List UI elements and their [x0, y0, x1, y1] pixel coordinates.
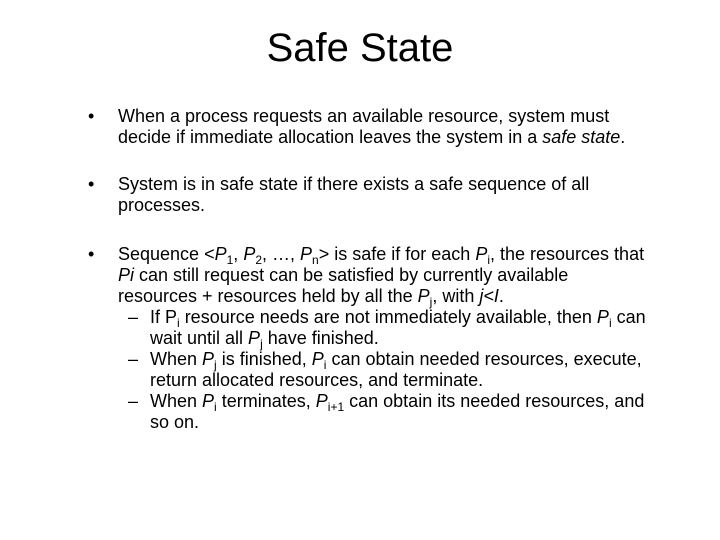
- bullet-text: System is in safe state if there exists a safe sequence of all processes.: [118, 174, 590, 215]
- sub-text: When: [150, 349, 203, 369]
- sub-bullet-dash: –: [128, 391, 139, 411]
- bullet-text: .: [498, 286, 504, 306]
- bullet-text: ,: [233, 244, 244, 264]
- index-condition: j<I: [479, 286, 499, 306]
- subscript: j: [214, 358, 217, 372]
- sub-text: can obtain needed resources, execute, return allocated resources, and terminate.: [150, 349, 642, 390]
- bullet-text: can still request can be satisfied by currently available resources + resources held by all the: [118, 265, 569, 306]
- bullet-text: .: [620, 127, 626, 147]
- slide-body: [88, 106, 648, 433]
- bullet-dot: •: [88, 174, 95, 194]
- sub-bullet-wait: [118, 307, 648, 349]
- sub-bullet-terminate: [118, 391, 648, 433]
- process-symbol: P: [475, 244, 488, 264]
- subscript: j: [260, 337, 263, 351]
- subscript: i: [214, 400, 217, 414]
- process-symbol: Pi: [118, 265, 135, 285]
- sub-text: can obtain its needed resources, and so on.: [150, 391, 645, 432]
- subscript: j: [429, 295, 433, 309]
- sub-text: When: [150, 391, 203, 411]
- bullet-text: Sequence <: [118, 244, 215, 264]
- sub-text: resource needs are not immediately available, then: [179, 307, 597, 327]
- process-symbol: P: [248, 328, 261, 348]
- process-symbol: P: [243, 244, 256, 264]
- bullet-dot: •: [88, 106, 95, 126]
- safe-state-term: safe state: [542, 127, 621, 147]
- subscript: n: [312, 253, 319, 267]
- subscript: i: [487, 253, 490, 267]
- sub-text: terminates,: [216, 391, 316, 411]
- bullet-text: , the resources that: [490, 244, 645, 264]
- subscript: i+1: [327, 400, 345, 414]
- process-symbol: P: [214, 244, 227, 264]
- sub-text: is finished,: [216, 349, 312, 369]
- sub-bullet-dash: –: [128, 307, 139, 327]
- bullet-dot: •: [88, 244, 95, 264]
- process-symbol: P: [417, 286, 430, 306]
- process-symbol: P: [300, 244, 313, 264]
- bullet-text: , with: [432, 286, 480, 306]
- bullet-text: , …,: [262, 244, 301, 264]
- subscript: 2: [255, 253, 263, 267]
- process-symbol: P: [202, 349, 215, 369]
- bullet-safe-sequence: [88, 174, 648, 216]
- subscript: 1: [226, 253, 234, 267]
- process-symbol: P: [311, 349, 324, 369]
- bullet-text: > is safe if for each: [318, 244, 476, 264]
- sub-text: can wait until all: [150, 307, 646, 348]
- subscript: i: [608, 316, 612, 330]
- subscript: i: [323, 358, 327, 372]
- process-symbol: P: [596, 307, 609, 327]
- bullet-allocation: [88, 106, 648, 148]
- process-symbol: P: [202, 391, 215, 411]
- bullet-text: When a process requests an available resource, system must decide if immediate allocation leaves the system in a: [118, 106, 610, 147]
- sub-bullet-obtain: [118, 349, 648, 391]
- sub-bullet-dash: –: [128, 349, 139, 369]
- subscript: i: [177, 316, 180, 330]
- bullet-sequence-definition: [88, 244, 648, 433]
- sub-text: If P: [150, 307, 178, 327]
- slide-title: Safe State: [266, 26, 454, 70]
- sub-text: have finished.: [262, 328, 379, 348]
- process-symbol: P: [315, 391, 328, 411]
